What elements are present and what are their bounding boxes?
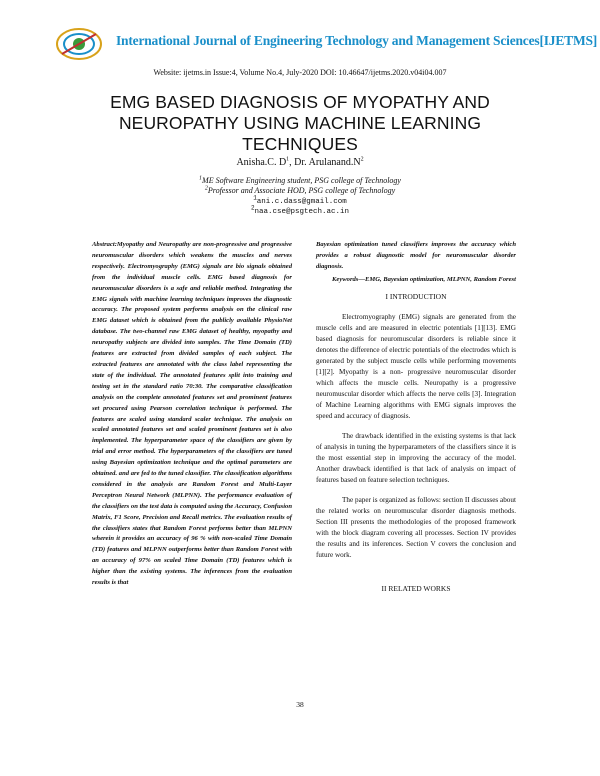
email-1-text[interactable]: ani.c.dass@gmail.com — [256, 198, 347, 206]
section-heading-introduction: I INTRODUCTION — [385, 291, 447, 301]
abstract-continuation: Bayesian optimization tuned classifiers improves the accuracy which provides a robust diagnostic model for neuromuscular disorder diagnosis. — [316, 241, 516, 270]
keywords: Keywords—EMG, Bayesian optimization, MLPNN, Random Forest — [332, 275, 516, 283]
affiliation-1 — [0, 176, 600, 185]
journal-name: International Journal of Engineering Technology and Management Sciences[IJETMS] — [116, 33, 598, 48]
website-doi-line: Website: ijetms.in Issue:4, Volume No.4, July-2020 DOI: 10.46647/ijetms.2020.v04i04.007 — [153, 68, 447, 77]
page-number: 38 — [296, 700, 304, 709]
journal-header — [54, 26, 598, 62]
intro-paragraph-1: Electromyography (EMG) signals are generated from the muscle cells and are measured in electric potentials [1][13]. EMG based diagnosis for neuromuscular disorders is reliable since it denotes the difference of electric potentials of the electrodes which is generated by the subject muscle cells while performing movements [1][2]. Myopathy is a non- progressive neuromuscular disorder which affects the muscle cells. Neuropathy is a progressive neuromuscular disorder which affects the nerve cells [3]. Integration of Machine Learning algorithms with EMG signals improves the speed and accuracy of diagnosis. — [316, 312, 516, 420]
abstract-column — [92, 240, 292, 589]
author-line — [0, 157, 600, 168]
author-1-sup: 1 — [286, 156, 290, 163]
right-column — [316, 240, 516, 594]
affiliation-2-text: Professor and Associate HOD, PSG college of Technology — [207, 186, 396, 195]
journal-logo-icon — [54, 26, 104, 62]
paper-title: EMG BASED DIAGNOSIS OF MYOPATHY AND NEUROPATHY USING MACHINE LEARNING TECHNIQUES — [110, 92, 490, 154]
author-1: Anisha.C. D — [236, 157, 287, 168]
intro-paragraph-3: The paper is organized as follows: section II discusses about the related works on neuromuscular disorder diagnosis methods. Section III presents the methodologies of the proposed framework with the block diagram covering all processes. Section IV provides the results and its inferences. Section V covers the conclusion and future work. — [316, 495, 516, 559]
affiliation-1-text: ME Software Engineering student, PSG college of Technology — [202, 176, 401, 185]
email-1-sup: 1 — [253, 194, 257, 202]
email-2-sup: 2 — [250, 204, 255, 212]
affiliation-2-sup: 2 — [204, 185, 208, 192]
intro-paragraph-2: The drawback identified in the existing systems is that lack of analysis in tuning the hyperparameters of the classifiers since it is the most essential step in improving the accuracy of the model. Another drawback identified is that lack of analysis on impact of features based on feature selection techniques. — [316, 431, 516, 484]
abstract-text: Abstract:Myopathy and Neuropathy are non-progressive and progressive neuromuscular disorders which weakens the muscles and nerves respectively. Electromyography (EMG) signals are bio signals obtained from the individual muscle cells. EMG based diagnosis for neuromuscular disorders is a safe and reliable method. Integrating the EMG signals with machine learning techniques improves the diagnostic accuracy. The proposed system performs analysis on the clinical raw EMG dataset which is obtained from the publicly available PhysioNet database. The two-channel raw EMG dataset of healthy, myopathy and neuropathy subjects are divided into samples. The Time Domain (TD) features are extracted from divided samples of each subject. The extracted features are annotated with the class label representing the state of the individual. The annotated features split into training and testing set in the standard ratio 70:30. The comparative classification analysis on the complete annotated features set and prominent features set procured using Pearson correlation technique is performed. The features are scaled using standard scaler technique. The analysis on scaled annotated features set and scaled prominent features set is also implemented. The hyperparameter space of the classifiers are given by trial and error method. The hyperparameters of the classifiers are tuned using Bayesian optimization technique and the optimal parameters are obtained. and are fed to the tuned classifier. The classification algorithms considered in the analysis are Random Forest and Multi-Layer Perceptron Neural Network (MLPNN). The performance evaluation of the classifiers on the test data is computed using the Accuracy, Confusion Matrix, F1 Score, Precision and Recall metrics. The evaluation results of the classifiers states that Random Forest performs better than MLPNN wherein it provides an accuracy of 96 % with non-scaled Time Domain (TD) features and MLPNN outperforms better than Random Forest with an accuracy of 97% on scaled Time Domain (TD) features which is higher than the existing systems. The inferences from the evaluation results is that — [92, 241, 292, 587]
email-1 — [0, 194, 600, 206]
author-separator: , Dr. Arulanand.N — [289, 157, 361, 168]
affiliation-2 — [0, 186, 600, 195]
author-2-sup: 2 — [360, 156, 364, 163]
section-heading-related-works: II RELATED WORKS — [381, 583, 451, 593]
affiliation-1-sup: 1 — [199, 175, 203, 182]
email-2 — [0, 204, 600, 216]
email-2-text[interactable]: naa.cse@psgtech.ac.in — [254, 208, 350, 216]
